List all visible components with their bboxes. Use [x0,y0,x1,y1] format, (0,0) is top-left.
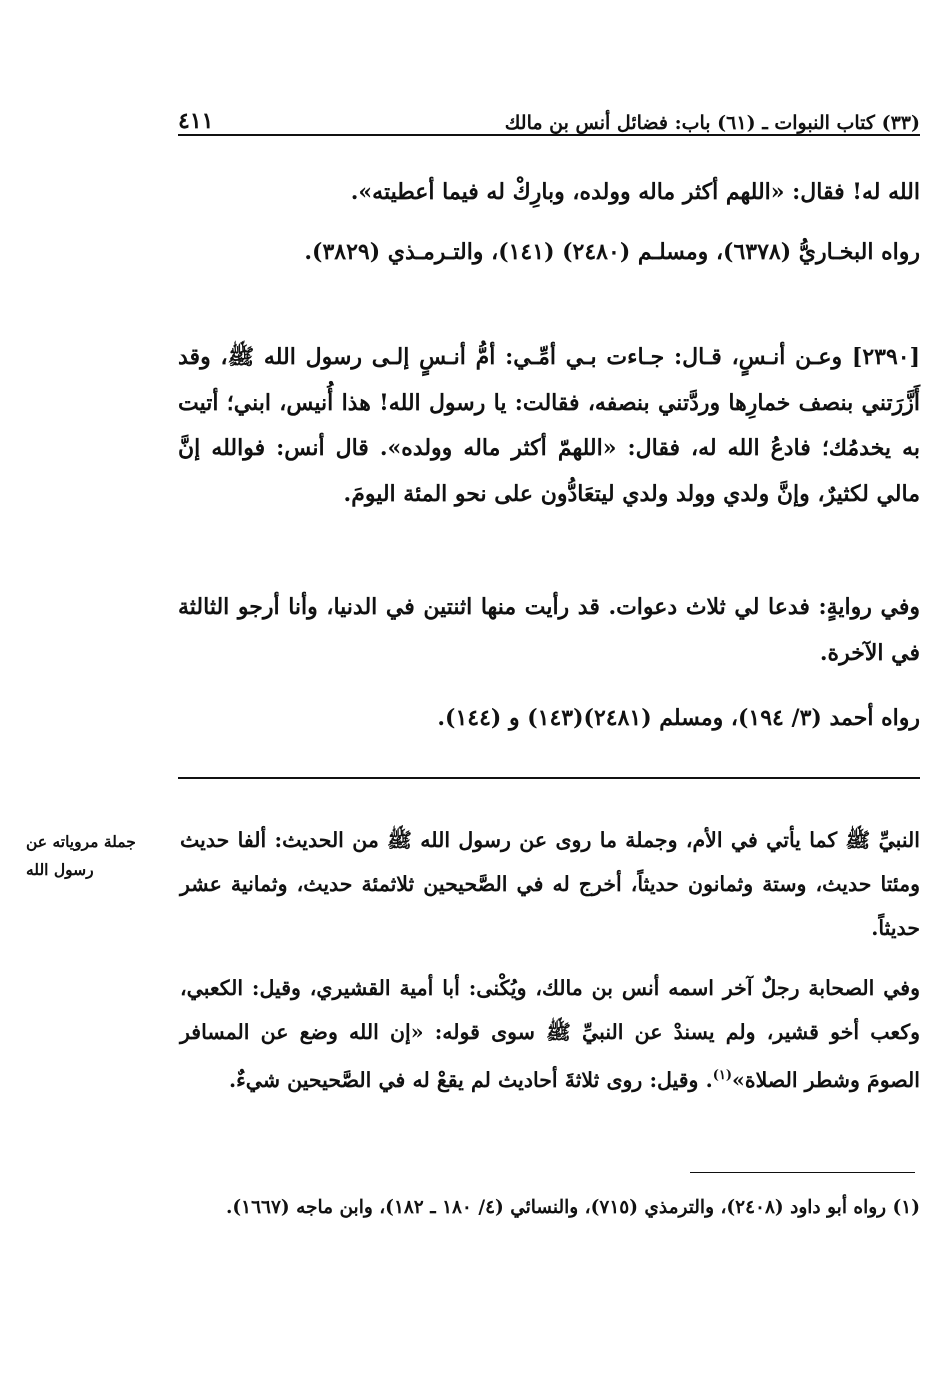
commentary-paragraph-1: النبيِّ ﷺ كما يأتي في الأم، وجملة ما روى عن رسول الله ﷺ من الحديث: ألفا حديث ومئتا حديث، وستة وثمانون حديثاً، أخرج له في الصَّحيحين ثلاثمئة حديث، وثمانية عشر حديثاً. [180,828,920,940]
margin-note: جملة مروياته عن رسول الله [26,832,136,879]
footnote-separator [690,1172,915,1173]
page-number: ٤١١ [178,108,214,134]
commentary-separator [178,777,920,779]
hadith-2390: [٢٣٩٠] وعـن أنـسٍ، قـال: جـاءت بـي أمِّـي: أمُّ أنـسٍ إلـى رسول الله ﷺ، وقد أَزَّرَتني بنصف خمارِها وردَّتني بنصفه، فقالت: يا رسول الله! هذا أُنيس، ابني؛ أتيت به يخدمُك؛ فادعُ الله له، فقال: «اللهمّ أكثر ماله وولده». قال أنس: فوالله إنَّ مالي لكثيرٌ، وإنَّ ولدي وولد ولدي ليتعَادُّون على نحو المئة اليومَ. [178,344,920,507]
header-rule [178,134,920,136]
footnote-ref[interactable]: (١) [712,1068,733,1083]
takhrij-line: رواه البخـاريُّ (٦٣٧٨)، ومسلـم (٢٤٨٠) (١٤١)، والتـرمـذي (٣٨٢٩). [304,239,920,265]
hadith-continuation: الله له! فقال: «اللهم أكثر ماله وولده، وبارِكْ له فيما أعطيته». [350,179,920,205]
commentary-text-tail: . وقيل: روى ثلاثةَ أحاديث لم يقعْ له في الصَّحيحين شيءٌ. [228,1067,713,1092]
running-title: (٣٣) كتاب النبوات ـ (٦١) باب: فضائل أنس بن مالك [504,112,920,134]
takhrij-line-2: رواه أحمد (٣/ ١٩٤)، ومسلم (٢٤٨١)(١٤٣) و (١٤٤). [437,705,920,731]
commentary-text: وفي الصحابة رجلٌ آخر اسمه أنس بن مالك، ويُكْنى: أبا أمية القشيري، وقيل: الكعبي، وكعب أخو قشير، ولم يسندْ عن النبيِّ ﷺ سوى قوله: «إن الله وضع عن المسافر الصومَ وشطر الصلاة» [180,976,920,1092]
commentary-paragraph-2 [180,966,920,1102]
footnote: (١) رواه أبو داود (٢٤٠٨)، والترمذي (٧١٥)، والنسائي (٤/ ١٨٠ ـ ١٨٢)، وابن ماجه (١٦٦٧). [225,1197,920,1218]
page-header [178,100,920,134]
riwaya-paragraph: وفي روايةٍ: فدعا لي ثلاث دعوات. قد رأيت منها اثنتين في الدنيا، وأنا أرجو الثالثة في الآخرة. [178,594,920,666]
